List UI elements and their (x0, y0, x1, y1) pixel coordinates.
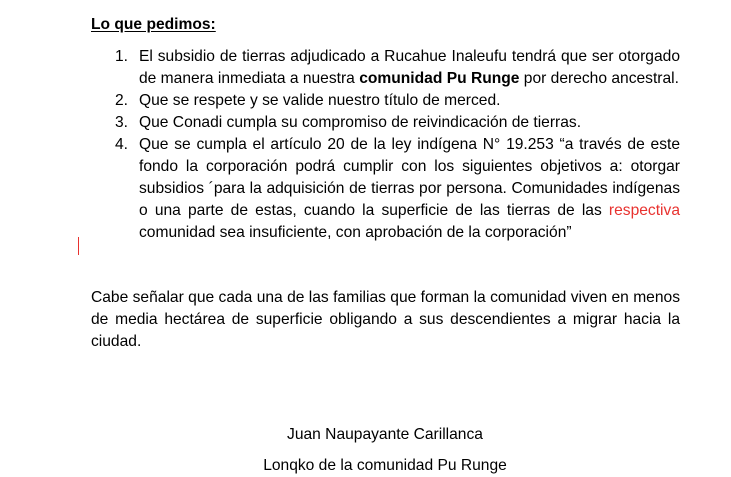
list-item-text-end: por derecho ancestral. (519, 70, 679, 87)
list-item-text: El subsidio de tierras adjudicado a Rucahue Inaleufu tendrá que ser otorgado de manera inmediata a nuestra (139, 48, 680, 87)
list-item (115, 134, 680, 244)
list-item-number: 3. (115, 114, 129, 131)
list-item-text-end: comunidad sea insuficiente, con aprobación de la corporación” (139, 224, 572, 241)
highlighted-word: respectiva (608, 202, 680, 219)
list-item-number: 4. (115, 136, 129, 153)
demands-list (91, 46, 680, 244)
community-name-bold: comunidad Pu Runge (359, 70, 520, 87)
list-item-text: Que se cumpla el artículo 20 de la ley indígena N° 19.253 “a través de este fondo la corporación podrá cumplir con los siguientes objetivos a: otorgar subsidios ´para la adquisición de tierras por persona. Comunidades indígenas o una parte de estas, cuando la superficie de las tierras de las (139, 136, 680, 219)
text-cursor-marker (78, 237, 79, 255)
section-heading: Lo que pedimos: (91, 16, 216, 33)
list-item-number: 1. (115, 48, 129, 65)
list-item-number: 2. (115, 92, 129, 109)
signature-role: Lonqko de la comunidad Pu Runge (263, 457, 507, 474)
list-item (115, 90, 680, 112)
list-item-text: Que Conadi cumpla su compromiso de reivindicación de tierras. (139, 114, 582, 131)
body-paragraph: Cabe señalar que cada una de las familias que forman la comunidad viven en menos de media hectárea de superficie obligando a sus descendientes a migrar hacia la ciudad. (91, 289, 680, 350)
list-item (115, 112, 680, 134)
signature-name: Juan Naupayante Carillanca (287, 426, 483, 443)
list-item (115, 46, 680, 90)
list-item-text: Que se respete y se valide nuestro título de merced. (139, 92, 501, 109)
